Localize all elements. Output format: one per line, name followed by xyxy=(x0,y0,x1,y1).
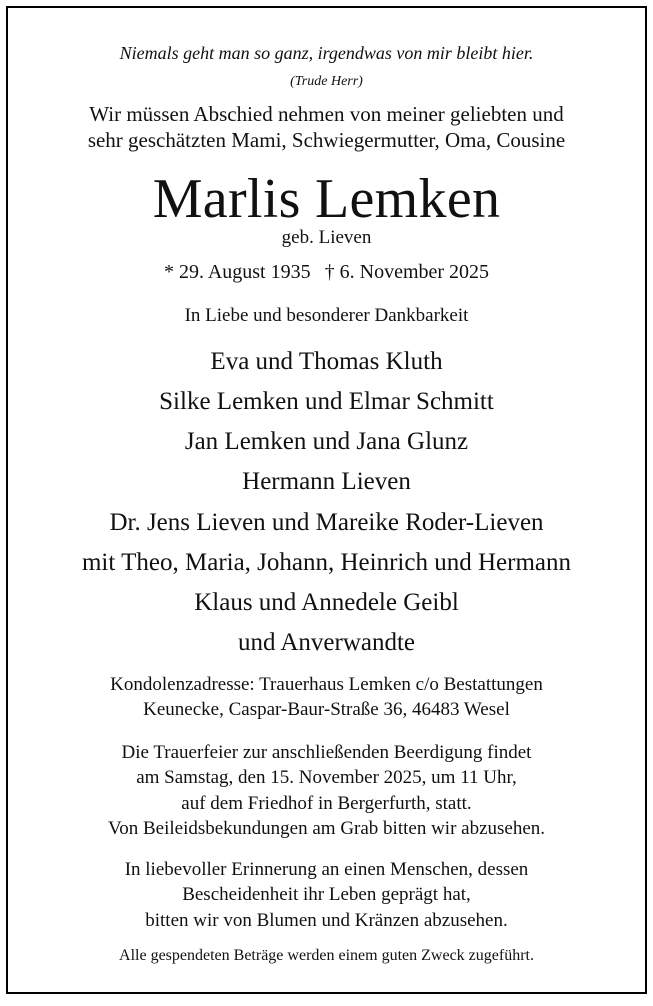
funeral-info-line: Von Beileidsbekundungen am Grab bitten wir abzusehen. xyxy=(107,818,546,839)
funeral-info-line: Die Trauerfeier zur anschließenden Beerdigung findet xyxy=(121,742,532,763)
funeral-info-line: am Samstag, den 15. November 2025, um 11 Uhr, xyxy=(136,767,517,788)
motto-author: (Trude Herr) xyxy=(290,74,363,89)
life-dates xyxy=(8,262,645,282)
thanks-line: In Liebe und besonderer Dankbarkeit xyxy=(184,305,469,326)
intro-line: sehr geschätzten Mami, Schwiegermutter, Oma, Cousine xyxy=(87,128,566,152)
condolence-address-line: Keunecke, Caspar-Baur-Straße 36, 46483 Wesel xyxy=(143,699,510,720)
mourner-line: Silke Lemken und Elmar Schmitt xyxy=(159,388,494,415)
remembrance-line: bitten wir von Blumen und Kränzen abzusehen. xyxy=(145,910,508,931)
maiden-name: geb. Lieven xyxy=(281,227,372,248)
donation-note: Alle gespendeten Beträge werden einem guten Zweck zugeführt. xyxy=(119,947,534,964)
mourner-line: Eva und Thomas Kluth xyxy=(210,348,443,375)
mourner-line: Jan Lemken und Jana Glunz xyxy=(184,428,469,455)
motto-quote: Niemals geht man so ganz, irgendwas von mir bleibt hier. xyxy=(119,43,534,63)
mourner-line: Hermann Lieven xyxy=(242,468,411,495)
intro-line: Wir müssen Abschied nehmen von meiner geliebten und xyxy=(89,102,564,126)
mourner-line: mit Theo, Maria, Johann, Heinrich und Hermann xyxy=(81,549,571,576)
remembrance-line: Bescheidenheit ihr Leben geprägt hat, xyxy=(182,884,471,905)
mourner-line: und Anverwandte xyxy=(237,629,416,656)
mourner-line: Dr. Jens Lieven und Mareike Roder-Lieven xyxy=(109,509,544,536)
death-date: † 6. November 2025 xyxy=(324,261,490,283)
mourner-line: Klaus und Annedele Geibl xyxy=(194,589,459,616)
remembrance-line: In liebevoller Erinnerung an einen Menschen, dessen xyxy=(124,859,529,880)
condolence-address-line: Kondolenzadresse: Trauerhaus Lemken c/o Bestattungen xyxy=(110,674,543,695)
obituary-notice xyxy=(6,6,647,994)
birth-date: * 29. August 1935 xyxy=(163,261,311,283)
deceased-name: Marlis Lemken xyxy=(152,168,501,230)
funeral-info-line: auf dem Friedhof in Bergerfurth, statt. xyxy=(181,793,472,814)
